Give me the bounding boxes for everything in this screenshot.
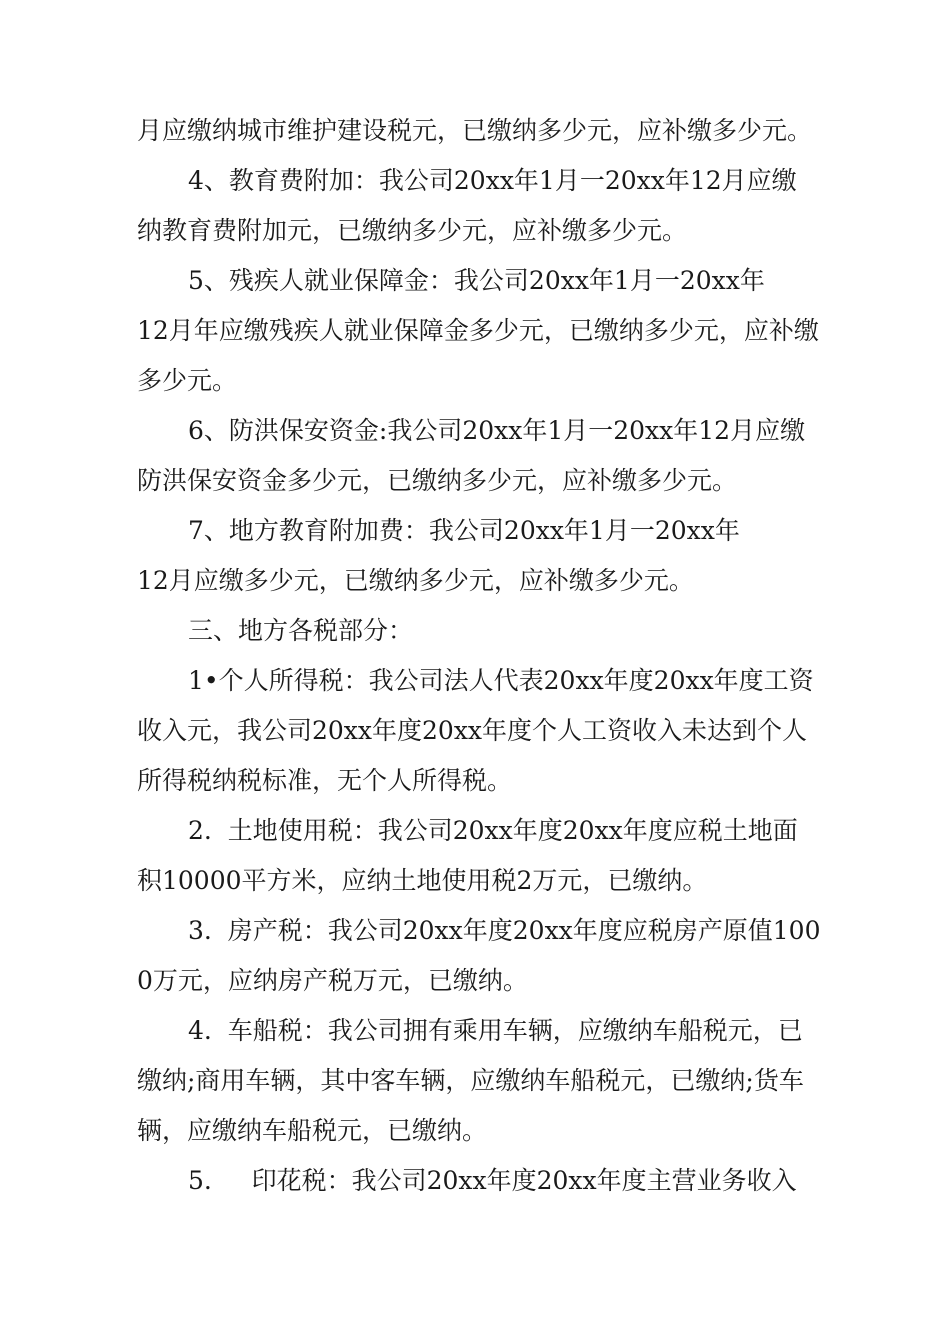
text-line: 4、教育费附加：我公司20xx年1月一20xx年12月应缴	[188, 166, 797, 195]
text-line: 缴纳;商用车辆，其中客车辆，应缴纳车船税元，已缴纳;货车	[137, 1066, 804, 1095]
text-line: 月应缴纳城市维护建设税元，已缴纳多少元，应补缴多少元。	[137, 116, 813, 145]
text-line: 7、地方教育附加费：我公司20xx年1月一20xx年	[188, 516, 740, 545]
text-line: 收入元，我公司20xx年度20xx年度个人工资收入未达到个人	[137, 716, 808, 745]
text-line: 多少元。	[137, 366, 238, 395]
text-line: 1•个人所得税：我公司法人代表20xx年度20xx年度工资	[188, 666, 814, 695]
text-line: 4. 车船税：我公司拥有乘用车辆，应缴纳车船税元，已	[188, 1016, 803, 1045]
text-line: 5. 印花税：我公司20xx年度20xx年度主营业务收入	[188, 1166, 797, 1195]
text-line: 3. 房产税：我公司20xx年度20xx年度应税房产原值100	[188, 916, 821, 945]
text-line: 纳教育费附加元，已缴纳多少元，应补缴多少元。	[137, 216, 688, 245]
text-line: 积10000平方米，应纳土地使用税2万元，已缴纳。	[137, 866, 708, 895]
text-line: 12月年应缴残疾人就业保障金多少元，已缴纳多少元，应补缴	[137, 316, 819, 345]
text-line: 12月应缴多少元，已缴纳多少元，应补缴多少元。	[137, 566, 694, 595]
section-heading: 三、地方各税部分：	[188, 616, 414, 645]
text-line: 防洪保安资金多少元，已缴纳多少元，应补缴多少元。	[137, 466, 738, 495]
text-line: 辆，应缴纳车船税元，已缴纳。	[137, 1116, 488, 1145]
text-line: 2. 土地使用税：我公司20xx年度20xx年度应税土地面	[188, 816, 798, 845]
text-line: 5、残疾人就业保障金：我公司20xx年1月一20xx年	[188, 266, 765, 295]
text-line: 6、防洪保安资金:我公司20xx年1月一20xx年12月应缴	[188, 416, 806, 445]
text-line: 0万元，应纳房产税万元，已缴纳。	[137, 966, 528, 995]
text-line: 所得税纳税标准，无个人所得税。	[137, 766, 513, 795]
